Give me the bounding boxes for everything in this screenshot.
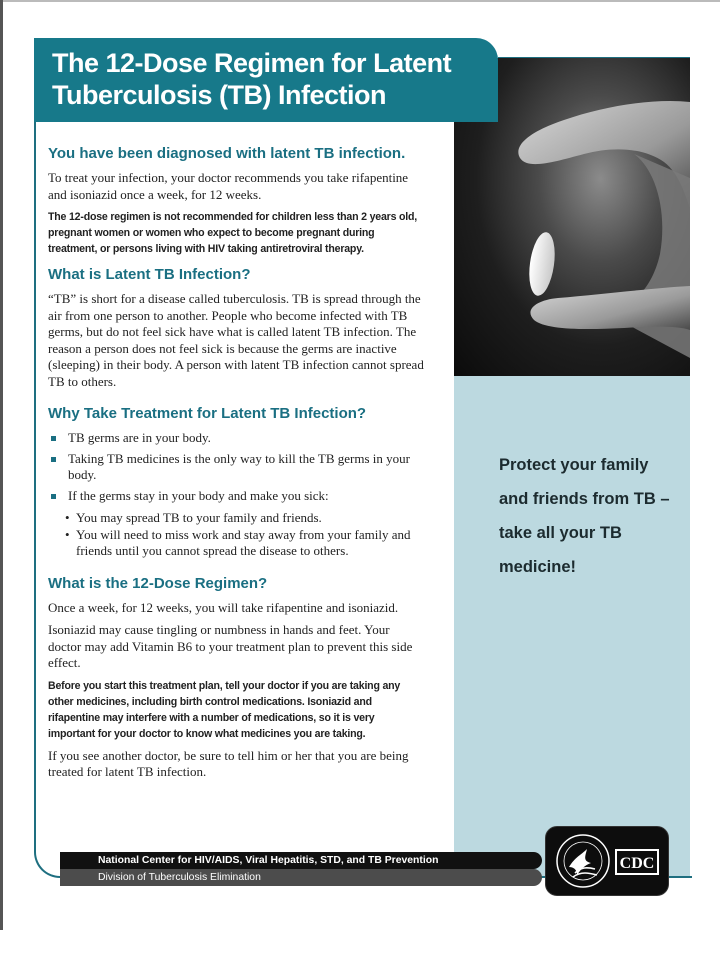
footer-division-name: Division of Tuberculosis Elimination [98, 872, 261, 883]
cdc-logo-text: CDC [619, 855, 655, 872]
page-title [52, 47, 492, 111]
title-line-1: The 12-Dose Regimen for Latent [52, 48, 452, 78]
agency-logos [545, 826, 669, 896]
why-treat-sublist [48, 510, 424, 560]
list-item: Taking TB medicines is the only way to kill the TB germs in your body. [48, 451, 424, 484]
what-is-text: “TB” is short for a disease called tuberculosis. TB is spread through the air from one person to another. People who become infected with TB germs, but do not feel sick have what is called latent TB infection. The reason a person does not feel sick is because the germs are inactive (sleeping) in their body. A person with latent TB infection cannot spread TB to others. [48, 291, 424, 389]
footer-center-bar [60, 852, 542, 869]
why-treat-list [48, 430, 424, 504]
list-item: • You may spread TB to your family and friends. [64, 510, 424, 527]
list-item: • You will need to miss work and stay away from your family and friends until you cannot spread the disease to others. [64, 527, 424, 560]
regimen-text-1: Once a week, for 12 weeks, you will take rifapentine and isoniazid. [48, 599, 399, 615]
intro-heading: You have been diagnosed with latent TB infection. [48, 145, 406, 162]
hhs-seal-icon [555, 833, 611, 889]
footer-center-name: National Center for HIV/AIDS, Viral Hepatitis, STD, and TB Prevention [98, 855, 439, 866]
page-header [34, 38, 498, 122]
title-line-2: Tuberculosis (TB) Infection [52, 80, 387, 110]
list-item: If the germs stay in your body and make you sick: [48, 488, 424, 505]
cdc-logo-icon [614, 848, 660, 876]
main-content [48, 144, 424, 781]
regimen-text-2: Isoniazid may cause tingling or numbness in hands and feet. Your doctor may add Vitamin B6 to your treatment plan to prevent this side effect. [48, 622, 413, 670]
intro-warning: The 12-dose regimen is not recommended for children less than 2 years old, pregnant women or women who expect to become pregnant during treatment, or persons living with HIV taking antiretroviral therapy. [48, 211, 418, 255]
side-quote: Protect your family and friends from TB – take all your TB medicine! [499, 456, 670, 576]
page-edge-left [0, 0, 3, 930]
footer-division-bar [60, 869, 542, 886]
regimen-text-3: If you see another doctor, be sure to tell him or her that you are being treated for latent TB infection. [48, 747, 409, 779]
regimen-warning: Before you start this treatment plan, tell your doctor if you are taking any other medicines, including birth control medications. Isoniazid and rifapentine may interfere with a number of medications, so it is very important for your doctor to know what medicines you are taking. [48, 679, 401, 740]
page-edge-top [0, 0, 720, 2]
why-treat-heading: Why Take Treatment for Latent TB Infection? [48, 405, 367, 422]
regimen-heading: What is the 12-Dose Regimen? [48, 574, 268, 592]
what-is-heading: What is Latent TB Infection? [48, 266, 251, 283]
list-item: TB germs are in your body. [48, 430, 424, 447]
intro-text: To treat your infection, your doctor recommends you take rifapentine and isoniazid once a week, for 12 weeks. [48, 170, 409, 202]
